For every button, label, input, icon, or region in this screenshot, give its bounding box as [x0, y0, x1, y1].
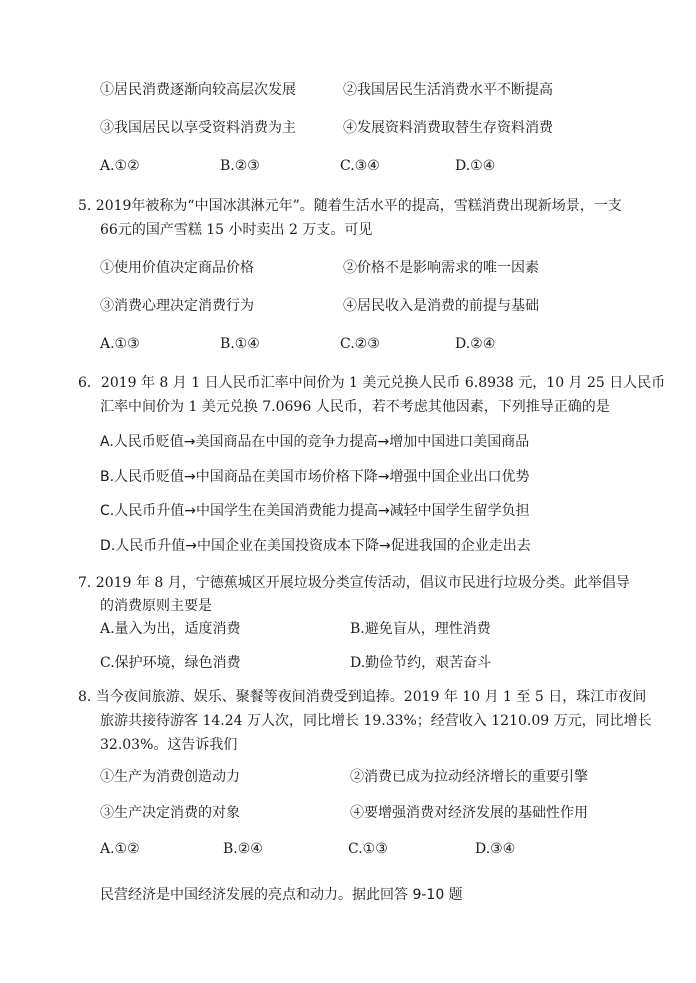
section-intro: 民营经济是中国经济发展的亮点和动力。据此回答 9-10 题 [100, 887, 463, 903]
q5-choice-c: C.②③ [340, 336, 380, 352]
q4-choice-a: A.①② [100, 158, 140, 174]
q7-stem-line2: 的消费原则主要是 [100, 598, 212, 614]
q7-choice-a: A.量入为出，适度消费 [100, 621, 241, 637]
q8-choice-d: D.③④ [475, 841, 516, 857]
q6-stem-line2: 汇率中间价为 1 美元兑换 7.0696 人民币，若不考虑其他因素，下列推导正确的是 [100, 399, 610, 415]
q6-stem-line1: 6．2019 年 8 月 1 日人民币汇率中间价为 1 美元兑换人民币 6.8938 元，10 月 25 日人民币 [78, 375, 666, 391]
q8-choice-b: B.②④ [223, 841, 263, 857]
q6-option-c: C.人民币升值→中国学生在美国消费能力提高→减轻中国学生留学负担 [100, 503, 530, 519]
q5-statement-2: ②价格不是影响需求的唯一因素 [343, 260, 539, 276]
q8-stem-line3: 32.03%。这告诉我们 [100, 737, 238, 753]
q5-statement-4: ④居民收入是消费的前提与基础 [343, 298, 539, 314]
q8-choice-c: C.①③ [348, 841, 388, 857]
q4-choice-b: B.②③ [220, 158, 260, 174]
q5-statement-3: ③消费心理决定消费行为 [100, 298, 254, 314]
q8-statement-2: ②消费已成为拉动经济增长的重要引擎 [350, 769, 588, 785]
q7-choice-c: C.保护环境，绿色消费 [100, 655, 241, 671]
q4-statement-3: ③我国居民以享受资料消费为主 [100, 120, 296, 136]
q4-choice-d: D.①④ [455, 158, 496, 174]
q8-stem-line2: 旅游共接待游客 14.24 万人次，同比增长 19.33%；经营收入 1210.09 万元，同比增长 [100, 713, 652, 729]
q8-choice-a: A.①② [100, 841, 140, 857]
q5-choice-d: D.②④ [455, 336, 496, 352]
q7-choice-d: D.勤俭节约，艰苦奋斗 [350, 655, 492, 671]
q8-stem-line1: 8. 当今夜间旅游、娱乐、聚餐等夜间消费受到追捧。2019 年 10 月 1 至 5 日，珠江市夜间 [78, 689, 647, 705]
q8-statement-3: ③生产决定消费的对象 [100, 805, 240, 821]
q6-option-a: A.人民币贬值→美国商品在中国的竞争力提高→增加中国进口美国商品 [100, 434, 530, 450]
q4-choice-c: C.③④ [340, 158, 380, 174]
q5-stem-line2: 66元的国产雪糕 15 小时卖出 2 万支。可见 [100, 222, 373, 238]
q8-statement-4: ④要增强消费对经济发展的基础性作用 [350, 805, 588, 821]
q5-choice-b: B.①④ [220, 336, 260, 352]
q5-stem-line1: 5. 2019年被称为“中国冰淇淋元年”。随着生活水平的提高，雪糕消费出现新场景，一支 [78, 198, 622, 214]
q6-option-d: D.人民币升值→中国企业在美国投资成本下降→促进我国的企业走出去 [100, 538, 531, 554]
q7-choice-b: B.避免盲从，理性消费 [350, 621, 491, 637]
q4-statement-4: ④发展资料消费取替生存资料消费 [343, 120, 553, 136]
q5-statement-1: ①使用价值决定商品价格 [100, 260, 254, 276]
q4-statement-1: ①居民消费逐渐向较高层次发展 [100, 82, 296, 98]
q6-option-b: B.人民币贬值→中国商品在美国市场价格下降→增强中国企业出口优势 [100, 469, 530, 485]
q8-statement-1: ①生产为消费创造动力 [100, 769, 240, 785]
q5-choice-a: A.①③ [100, 336, 140, 352]
q4-statement-2: ②我国居民生活消费水平不断提高 [343, 82, 553, 98]
q7-stem-line1: 7. 2019 年 8 月，宁德蕉城区开展垃圾分类宣传活动，倡议市民进行垃圾分类。此举倡导 [78, 575, 630, 591]
